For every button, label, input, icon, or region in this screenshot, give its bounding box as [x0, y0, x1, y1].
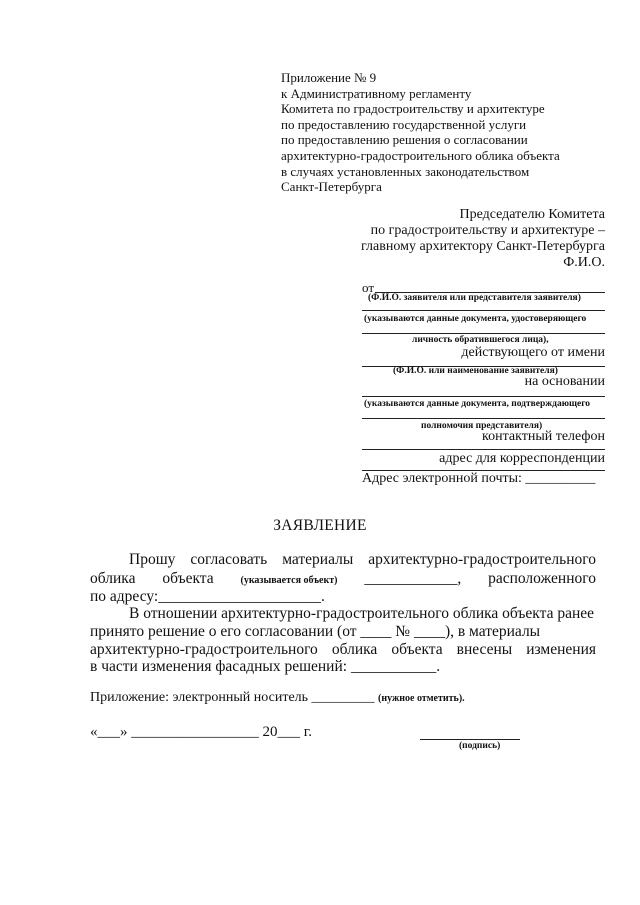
signature-field[interactable]	[420, 739, 520, 740]
header-line: Санкт-Петербурга	[281, 179, 382, 194]
word: внесены	[456, 641, 513, 658]
address-line[interactable]: по адресу:_____________________.	[90, 588, 325, 605]
word: архитектурно-градостроительного	[368, 551, 596, 568]
authority-doc-field-2[interactable]	[362, 418, 605, 419]
authority-doc-hint-2: полномочия представителя)	[421, 421, 543, 431]
header-line: к Административному регламенту	[281, 86, 472, 101]
word: Прошу	[129, 551, 176, 568]
word: объекта	[391, 641, 443, 658]
attachment-hint: (нужное отметить).	[378, 693, 465, 704]
identity-doc-hint: (указываются данные документа, удостоверяющего	[364, 314, 587, 324]
header-line: по предоставлению государственной услуги	[281, 117, 527, 132]
word: согласовать	[190, 551, 268, 568]
authority-doc-hint: (указываются данные документа, подтверждающего	[364, 399, 591, 409]
header-line: архитектурно-градостроительного облика объекта	[281, 148, 560, 163]
phone-field[interactable]	[362, 449, 605, 450]
from-label: от	[362, 280, 375, 295]
word: материалы	[282, 551, 354, 568]
word: архитектурно-градостроительного	[90, 641, 318, 658]
identity-doc-field[interactable]	[362, 310, 605, 311]
addressee-line: Председателю Комитета	[459, 207, 605, 222]
word: расположенного	[488, 570, 596, 587]
fio-hint: (Ф.И.О. заявителя или представителя заявителя)	[368, 293, 581, 303]
addressee-line: Ф.И.О.	[563, 255, 605, 270]
text-line: В отношении архитектурно-градостроительного облика объекта ранее	[129, 605, 595, 622]
header-line: в случаях установленных законодательством	[281, 164, 530, 179]
word: облика	[90, 570, 136, 587]
acting-label: действующего от имени	[461, 345, 605, 360]
addressee-line: по градостроительству и архитектуре –	[370, 223, 605, 238]
date-field[interactable]: «___» _________________ 20___ г.	[90, 724, 312, 740]
attachment-text[interactable]: Приложение: электронный носитель _________	[90, 690, 375, 705]
addressee-line: главному архитектору Санкт-Петербурга	[361, 239, 605, 254]
object-hint: (указывается объект)	[240, 575, 338, 586]
address-label: адрес для корреспонденции	[439, 451, 605, 466]
facade-changes-line[interactable]: в части изменения фасадных решений: ___________.	[90, 658, 441, 675]
identity-doc-field-2[interactable]	[362, 333, 605, 334]
word: облика	[331, 641, 378, 658]
object-field[interactable]: ____________,	[364, 570, 462, 587]
header-line: по предоставлению решения о согласовании	[281, 132, 528, 147]
header-line: Приложение № 9	[281, 70, 377, 85]
basis-label: на основании	[524, 374, 605, 389]
attachment-block	[90, 690, 465, 706]
word: изменения	[526, 641, 596, 658]
word: объекта	[162, 570, 214, 587]
page-title: ЗАЯВЛЕНИЕ	[273, 517, 367, 534]
signature-hint: (подпись)	[459, 741, 501, 751]
authority-doc-field[interactable]	[362, 396, 605, 397]
text-line[interactable]: принято решение о его согласовании (от ____ № ____), в материалы	[90, 623, 541, 640]
phone-label: контактный телефон	[482, 429, 605, 444]
applicant-name-hint: (Ф.И.О. или наименование заявителя)	[393, 366, 558, 376]
header-line: Комитета по градостроительству и архитектуре	[281, 101, 545, 116]
identity-doc-hint-2: личность обратившегося лица),	[412, 335, 549, 345]
email-label: Адрес электронной почты: __________	[362, 471, 596, 486]
